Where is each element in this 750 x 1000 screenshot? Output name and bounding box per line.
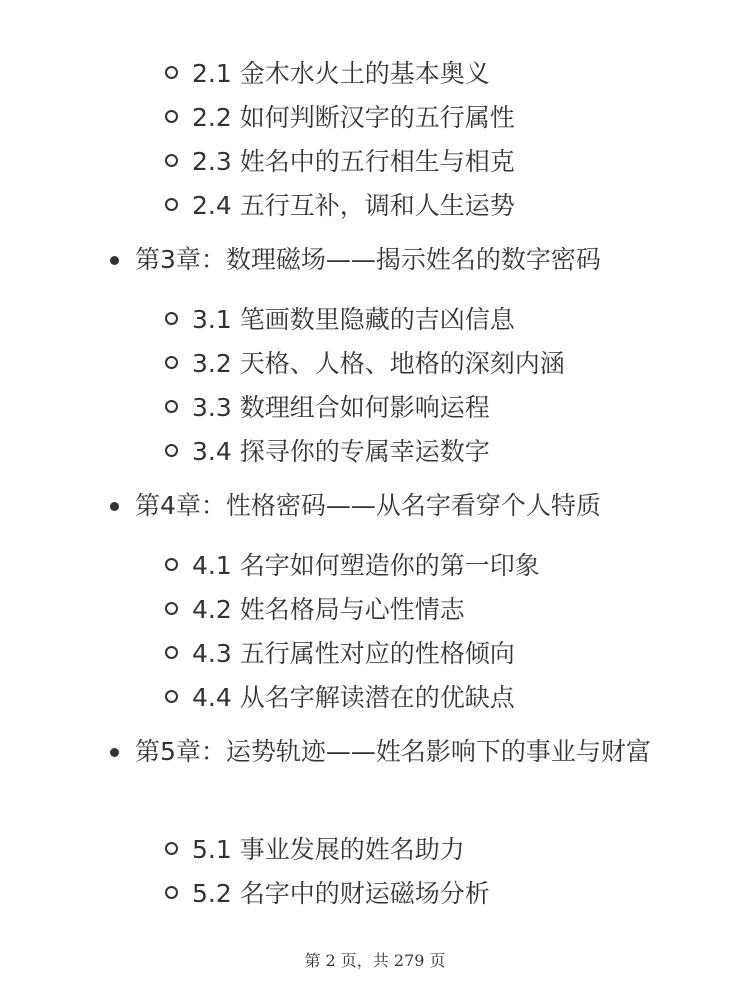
page-number-footer: 第 2 页，共 279 页 <box>304 951 446 970</box>
toc-subitem[interactable] <box>165 140 515 180</box>
toc-subitem[interactable] <box>165 386 490 426</box>
toc-subitem[interactable] <box>165 588 465 628</box>
circle-bullet-icon <box>165 690 178 703</box>
toc-subitem[interactable] <box>165 676 515 716</box>
circle-bullet-icon <box>165 356 178 369</box>
toc-subitem-label: 4.2 姓名格局与心性情志 <box>192 595 465 624</box>
toc-subitem[interactable] <box>165 298 515 338</box>
toc-subitem-label: 2.3 姓名中的五行相生与相克 <box>192 147 515 176</box>
toc-subitem-label: 3.1 笔画数里隐藏的吉凶信息 <box>192 305 515 334</box>
circle-bullet-icon <box>165 602 178 615</box>
toc-subitem[interactable] <box>165 430 490 470</box>
toc-subitem-label: 2.1 金木水火土的基本奥义 <box>192 59 490 88</box>
toc-subitem[interactable] <box>165 544 540 584</box>
toc-subitem-label: 2.2 如何判断汉字的五行属性 <box>192 103 515 132</box>
dot-bullet-icon <box>110 748 119 757</box>
circle-bullet-icon <box>165 886 178 899</box>
dot-bullet-icon <box>110 256 119 265</box>
toc-subitem[interactable] <box>165 632 515 672</box>
toc-chapter[interactable] <box>110 485 690 527</box>
circle-bullet-icon <box>165 110 178 123</box>
toc-chapter[interactable] <box>110 239 690 281</box>
circle-bullet-icon <box>165 842 178 855</box>
toc-subitem-label: 3.3 数理组合如何影响运程 <box>192 393 490 422</box>
toc-subitem-label: 3.4 探寻你的专属幸运数字 <box>192 437 490 466</box>
toc-subitem[interactable] <box>165 52 490 92</box>
toc-subitem[interactable] <box>165 872 490 912</box>
toc-chapter-title: 第3章：数理磁场——揭示姓名的数字密码 <box>135 245 601 274</box>
dot-bullet-icon <box>110 502 119 511</box>
circle-bullet-icon <box>165 400 178 413</box>
toc-subitem[interactable] <box>165 184 515 224</box>
circle-bullet-icon <box>165 444 178 457</box>
toc-subitem-label: 5.2 名字中的财运磁场分析 <box>192 879 490 908</box>
toc-subitem-label: 3.2 天格、人格、地格的深刻内涵 <box>192 349 565 378</box>
toc-subitem[interactable] <box>165 342 565 382</box>
circle-bullet-icon <box>165 154 178 167</box>
toc-subitem-label: 4.3 五行属性对应的性格倾向 <box>192 639 515 668</box>
toc-chapter-title: 第5章：运势轨迹——姓名影响下的事业与财富 <box>135 737 651 766</box>
toc-subitem-label: 5.1 事业发展的姓名助力 <box>192 835 465 864</box>
circle-bullet-icon <box>165 646 178 659</box>
toc-subitem-label: 4.4 从名字解读潜在的优缺点 <box>192 683 515 712</box>
toc-subitem-label: 4.1 名字如何塑造你的第一印象 <box>192 551 540 580</box>
toc-subitem[interactable] <box>165 96 515 136</box>
toc-chapter-title: 第4章：性格密码——从名字看穿个人特质 <box>135 491 601 520</box>
toc-subitem-label: 2.4 五行互补，调和人生运势 <box>192 191 515 220</box>
circle-bullet-icon <box>165 66 178 79</box>
circle-bullet-icon <box>165 198 178 211</box>
toc-subitem[interactable] <box>165 828 465 868</box>
toc-chapter[interactable] <box>110 731 690 773</box>
circle-bullet-icon <box>165 558 178 571</box>
circle-bullet-icon <box>165 312 178 325</box>
